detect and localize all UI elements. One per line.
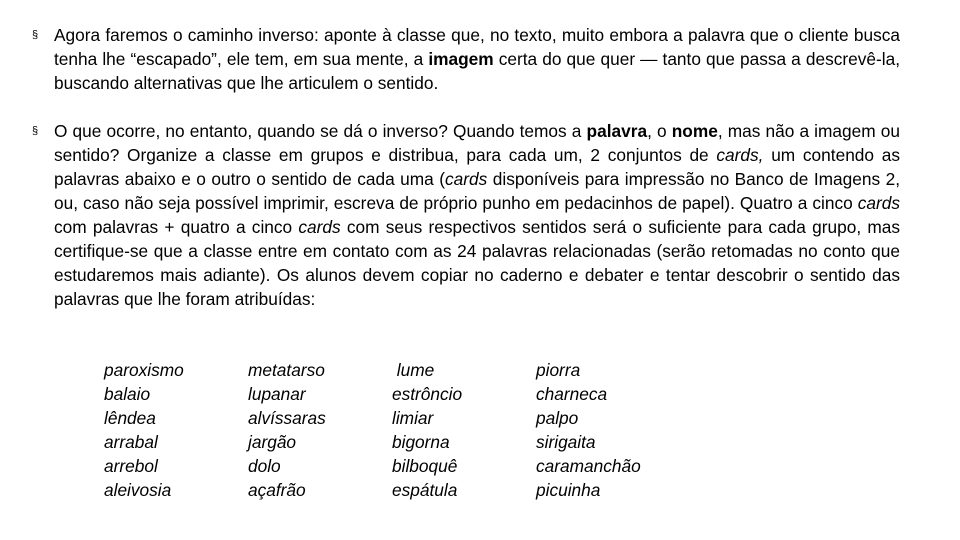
paragraph-2-bold-palavra: palavra	[586, 121, 648, 141]
word-item: bigorna	[392, 432, 450, 452]
word-column-1	[104, 358, 184, 502]
word-item: charneca	[536, 384, 608, 404]
paragraph-2-italic-cards: cards	[445, 169, 488, 189]
word-item: limiar	[392, 408, 434, 428]
word-item: estrôncio	[392, 384, 463, 404]
word-item: arrabal	[104, 432, 158, 452]
paragraph-2-text	[54, 119, 900, 311]
bullet-paragraph-1	[32, 23, 900, 95]
paragraph-2-part: com seus respectivos sentidos será o suficiente para cada grupo, mas certifique-se que a classe entre em contato com as 24 palavras relacionadas (serão retomadas no conto que estudaremos mais adiante). Os alunos devem copiar no caderno e debater e tentar descobrir o sentido das palavras que lhe foram atribuídas:	[54, 217, 900, 309]
word-item: espátula	[392, 480, 458, 500]
paragraph-2-part: , o	[647, 121, 672, 141]
paragraph-1-text	[54, 23, 900, 95]
word-item: metatarso	[248, 360, 325, 380]
paragraph-2-bold-nome: nome	[671, 121, 718, 141]
word-item: lupanar	[248, 384, 306, 404]
paragraph-2-part: um contendo as palavras abaixo e o outro o sentido de cada uma (	[54, 145, 900, 189]
paragraph-2-part: com palavras + quatro a cinco	[54, 217, 299, 237]
word-column-2	[248, 358, 326, 502]
word-item: picuinha	[536, 480, 601, 500]
word-item: aleivosia	[104, 480, 172, 500]
paragraph-2-italic-cards: cards,	[716, 145, 764, 165]
word-item: sirigaita	[536, 432, 596, 452]
word-item: arrebol	[104, 456, 158, 476]
bullet-marker-icon: §	[32, 125, 39, 137]
paragraph-2-italic-cards: cards	[298, 217, 341, 237]
paragraph-1-bold-imagem: imagem	[428, 49, 494, 69]
word-item: palpo	[536, 408, 579, 428]
word-column-4	[536, 358, 641, 502]
word-item: lume	[392, 360, 435, 380]
paragraph-1-part: Agora faremos o caminho inverso: aponte à classe que, no texto, muito embora a palavra que o cliente busca tenha lhe “escapado”, ele tem, em sua mente, a	[54, 25, 900, 69]
paragraph-2-part: , mas não a imagem ou sentido? Organize a classe em grupos e distribua, para cada um, 2 conjuntos de	[54, 121, 900, 165]
word-item: caramanchão	[536, 456, 641, 476]
paragraph-2-part: disponíveis para impressão no Banco de Imagens 2, ou, caso não seja possível imprimir, escreva de próprio punho em pedacinhos de papel). Quatro a cinco	[54, 169, 901, 213]
paragraph-2-part: O que ocorre, no entanto, quando se dá o inverso? Quando temos a	[54, 121, 587, 141]
word-item: bilboquê	[392, 456, 458, 476]
word-item: dolo	[248, 456, 281, 476]
paragraph-2-italic-cards: cards	[857, 193, 900, 213]
word-item: açafrão	[248, 480, 306, 500]
word-item: piorra	[536, 360, 581, 380]
word-item: alvíssaras	[248, 408, 326, 428]
word-item: paroxismo	[104, 360, 184, 380]
word-column-3	[392, 358, 462, 502]
bullet-marker-icon: §	[32, 29, 39, 41]
bullet-paragraph-2	[32, 119, 900, 311]
paragraph-1-part: certa do que quer — tanto que passa a descrevê-la, buscando alternativas que lhe articulem o sentido.	[54, 49, 900, 93]
word-item: lêndea	[104, 408, 156, 428]
word-item: jargão	[248, 432, 297, 452]
word-item: balaio	[104, 384, 151, 404]
